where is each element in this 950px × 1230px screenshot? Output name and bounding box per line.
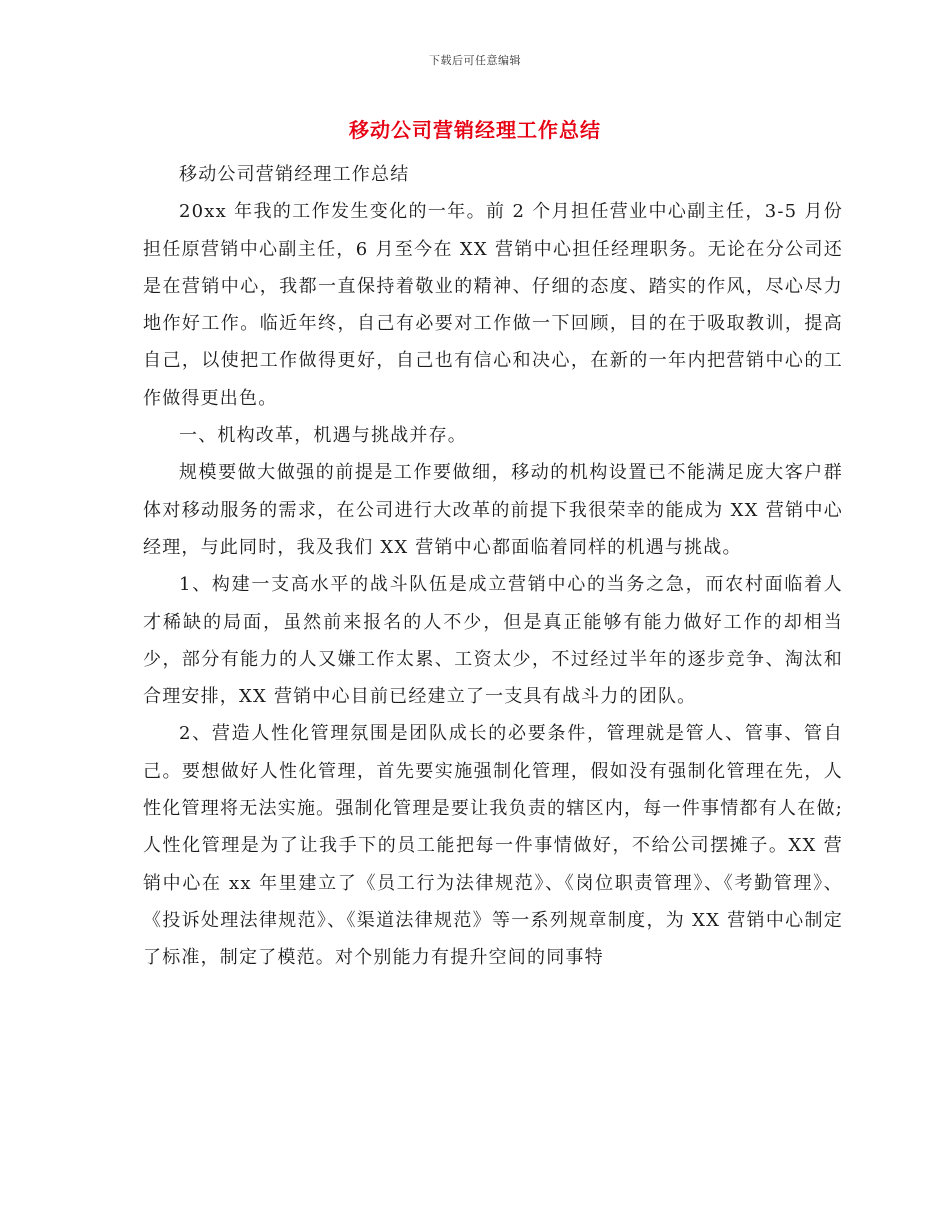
header-note: 下载后可任意编辑 xyxy=(429,54,521,67)
document-title: 移动公司营销经理工作总结 xyxy=(349,118,601,142)
document-body xyxy=(143,156,843,977)
paragraph-intro: 20xx 年我的工作发生变化的一年。前 2 个月担任营业中心副主任，3-5 月份担任原营销中心副主任，6 月至今在 XX 营销中心担任经理职务。无论在分公司还是在营销中心，我都一直保持着敬业的精神、仔细的态度、踏实的作风，尽心尽力地作好工作。临近年终，自己有必要对工作做一下回顾，目的在于吸取教训，提高自己，以使把工作做得更好，自己也有信心和决心，在新的一年内把营销中心的工作做得更出色。 xyxy=(143,201,843,409)
paragraph-item-1: 1、构建一支高水平的战斗队伍是成立营销中心的当务之急，而农村面临着人才稀缺的局面，虽然前来报名的人不少，但是真正能够有能力做好工作的却相当少，部分有能力的人又嫌工作太累、工资太少，不过经过半年的逐步竞争、淘汰和合理安排，XX 营销中心目前已经建立了一支具有战斗力的团队。 xyxy=(143,574,843,708)
paragraph-subtitle: 移动公司营销经理工作总结 xyxy=(179,164,410,185)
section-heading-1: 一、机构改革，机遇与挑战并存。 xyxy=(179,425,467,447)
paragraph-section-1: 规模要做大做强的前提是工作要做细，移动的机构设置已不能满足庞大客户群体对移动服务的需求，在公司进行大改革的前提下我很荣幸的能成为 XX 营销中心经理，与此同时，我及我们 XX 营销中心都面临着同样的机遇与挑战。 xyxy=(143,462,843,558)
paragraph-item-2: 2、营造人性化管理氛围是团队成长的必要条件，管理就是管人、管事、管自己。要想做好人性化管理，首先要实施强制化管理，假如没有强制化管理在先，人性化管理将无法实施。强制化管理是要让我负责的辖区内，每一件事情都有人在做;人性化管理是为了让我手下的员工能把每一件事情做好，不给公司摆摊子。XX 营销中心在 xx 年里建立了《员工行为法律规范》、《岗位职责管理》、《考勤管理》、《投诉处理法律规范》、《渠道法律规范》等一系列规章制度，为 XX 营销中心制定了标准，制定了模范。对个别能力有提升空间的同事特 xyxy=(143,723,843,969)
